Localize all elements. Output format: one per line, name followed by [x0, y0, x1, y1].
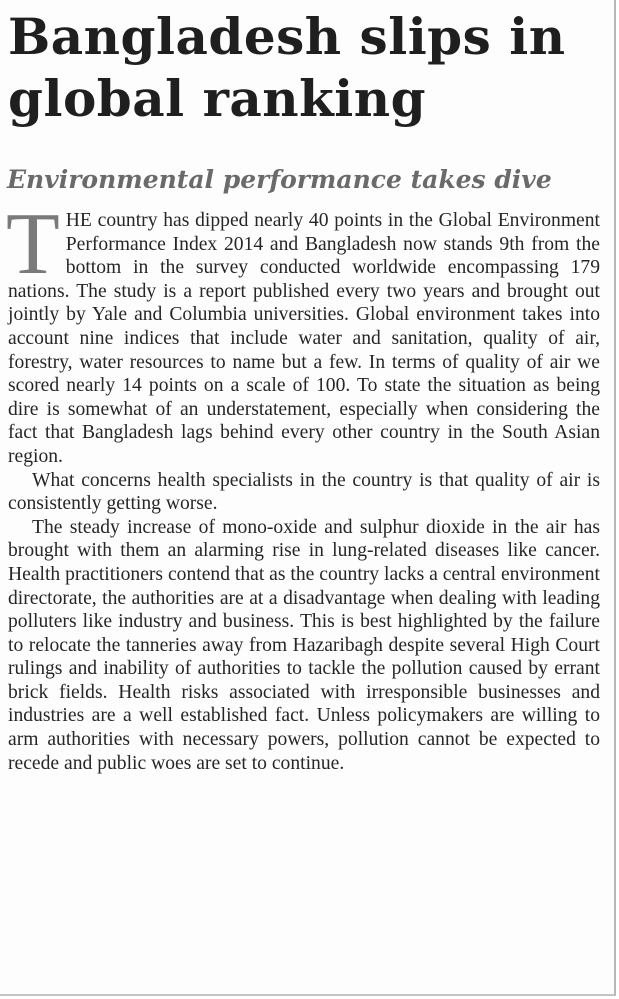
paragraph-1	[6, 196, 600, 469]
subheadline: Environmental performance takes dive	[7, 165, 552, 194]
paragraph-3: The steady increase of mono-oxide and sulphur dioxide in the air has brought with them an alarming rise in lung-related diseases like cancer. Health practitioners contend that as the country lacks a central environment directorate, the authorities are at a disadvantage when dealing with leading polluters like industry and business. This is best highlighted by the failure to relocate the tanneries away from Hazaribagh despite several High Court rulings and inability of authorities to tackle the pollution caused by errant brick fields. Health risks associated with irresponsible businesses and industries are a well established fact. Unless policymakers are willing to arm authorities with necessary powers, pollution cannot be expected to recede and public woes are set to continue.	[8, 516, 600, 774]
paragraph-1-text: HE country has dipped nearly 40 points in the Global Environment Performance Index 2014 and Bangladesh now stands 9th from the bottom in the survey conducted worldwide encompassing 179 nations. The study is a report published every two years and brought out jointly by Yale and Columbia universities. Global environment takes into account nine indices that include water and sanitation, quality of air, forestry, water resources to name but a few. In terms of quality of air we scored nearly 14 points on a scale of 100. To state the situation as being dire is somewhat of an understatement, especially when considering the fact that Bangladesh lags behind every other country in the South Asian region.	[8, 210, 600, 467]
paragraph-2: What concerns health specialists in the country is that quality of air is consistently getting worse.	[8, 469, 600, 515]
drop-cap: T	[6, 196, 60, 293]
headline: Bangladesh slips in global ranking	[8, 7, 566, 128]
article-body	[6, 196, 600, 775]
